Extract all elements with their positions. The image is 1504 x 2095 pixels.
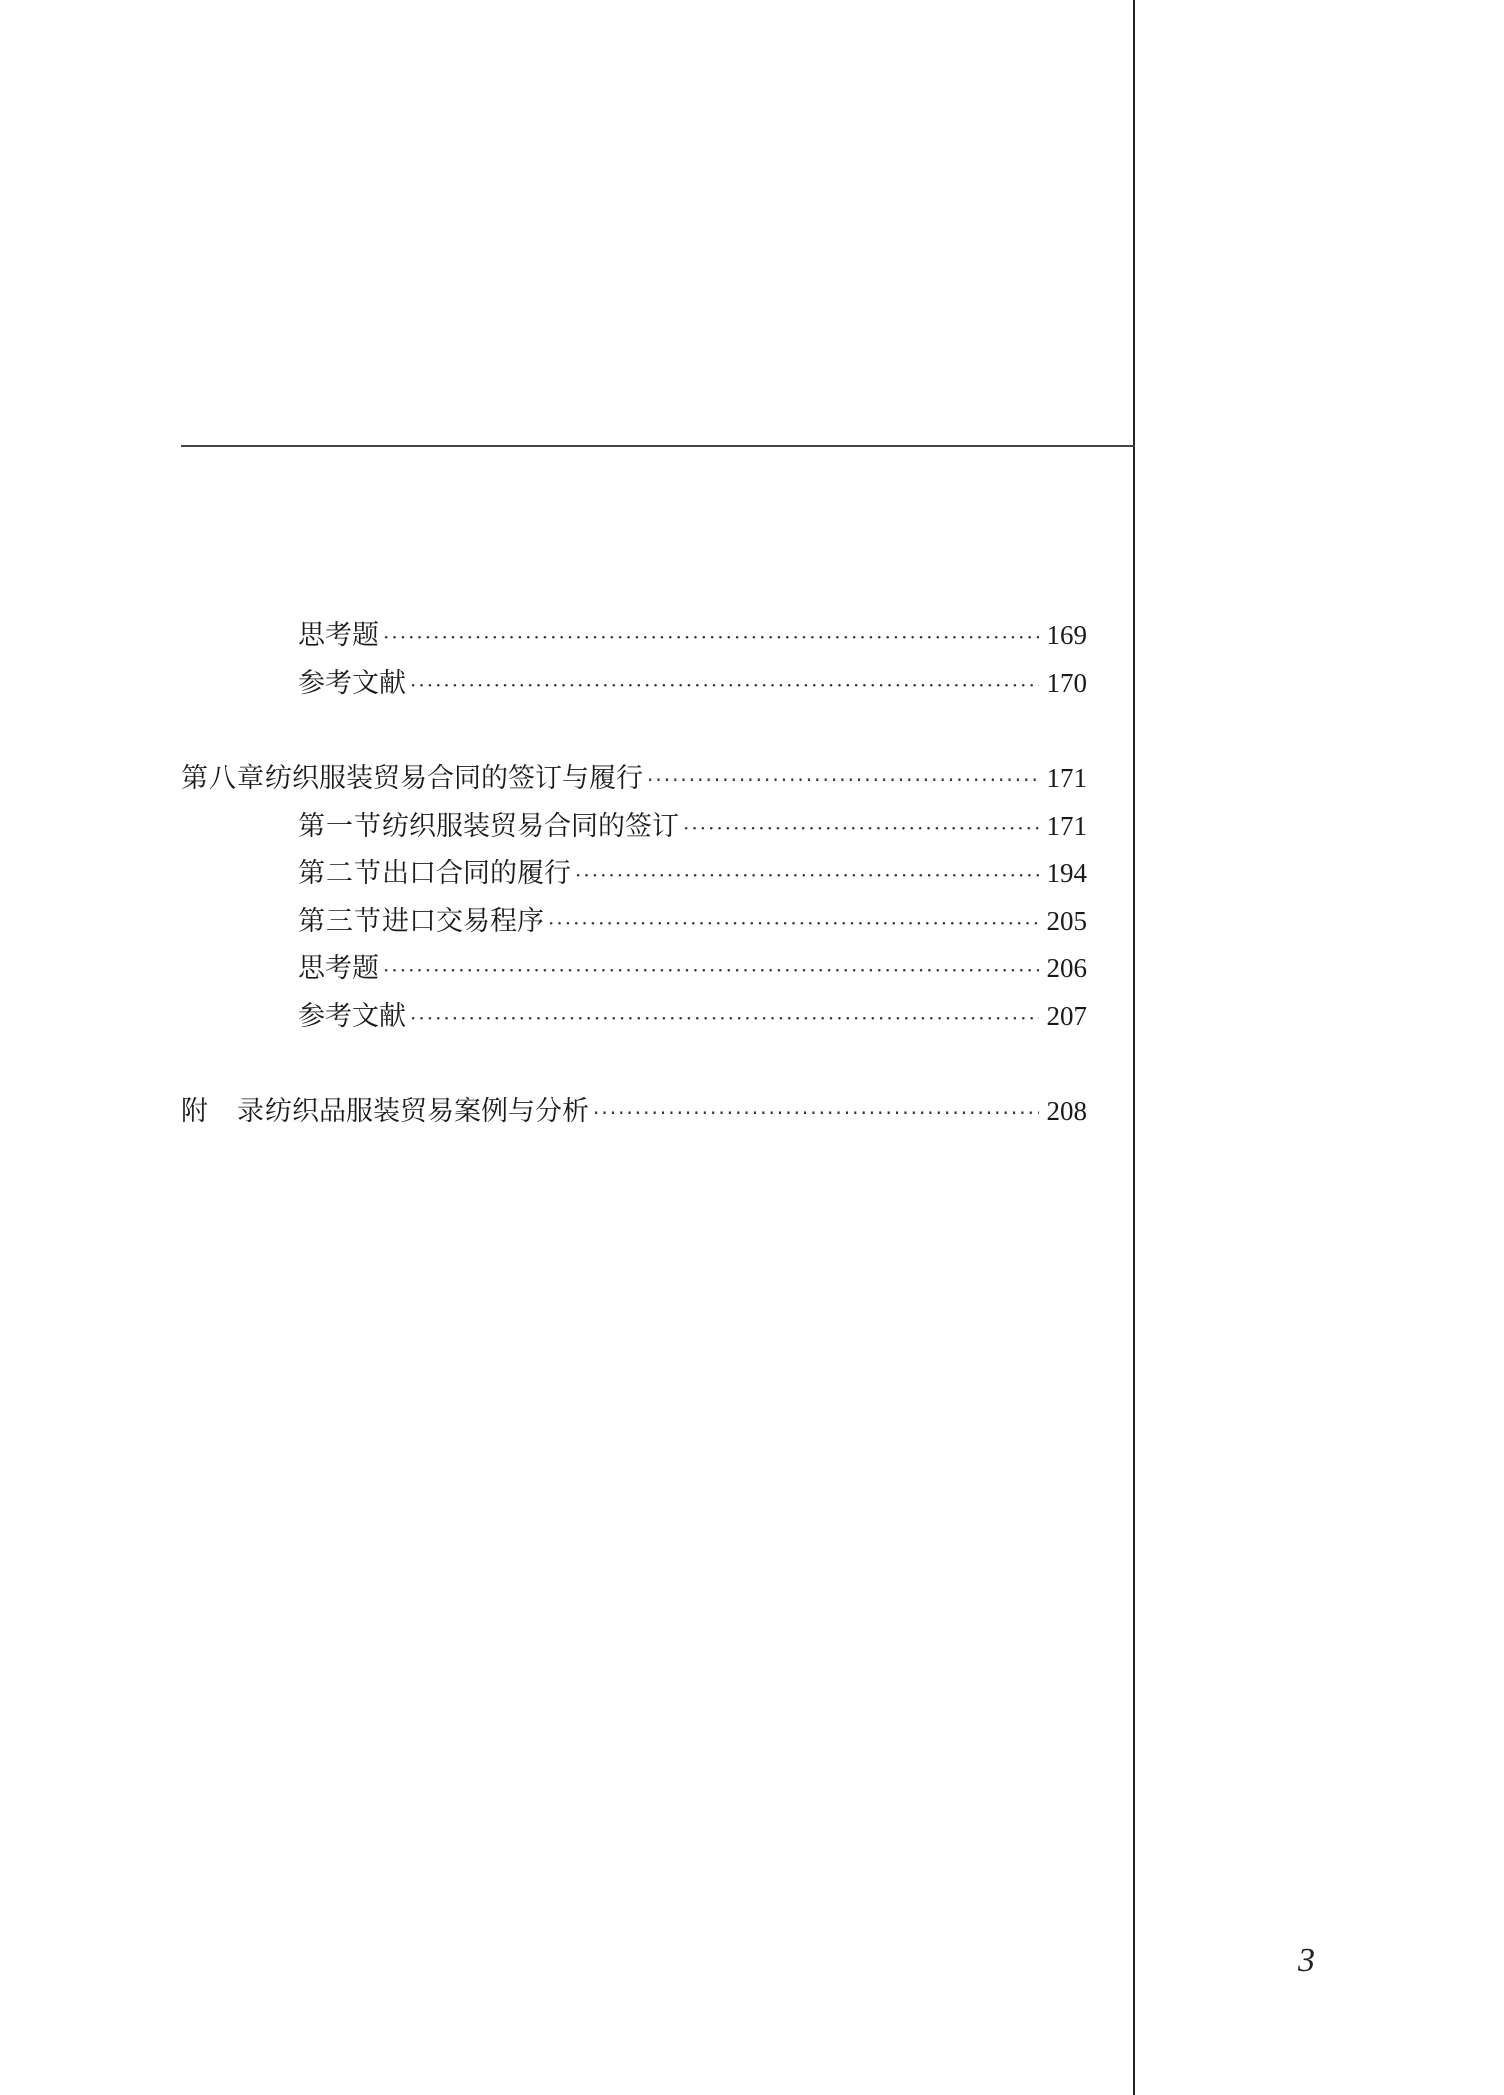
toc-entry[interactable] — [181, 660, 1087, 708]
entry-page: 171 — [1046, 763, 1087, 793]
dot-leader — [647, 757, 1039, 805]
entry-title: 纺织服装贸易合同的签订 — [382, 810, 679, 842]
section-label: 第二节 — [298, 858, 382, 889]
entry-title: 参考文献 — [298, 1000, 406, 1032]
dot-leader — [383, 947, 1039, 995]
entry-page: 205 — [1046, 905, 1087, 936]
entry-page: 208 — [1046, 1096, 1087, 1126]
toc-entry[interactable] — [181, 993, 1087, 1041]
entry-page: 194 — [1046, 858, 1087, 888]
toc-appendix-entry[interactable] — [181, 1088, 1087, 1136]
page-number: 3 — [1298, 1942, 1315, 1979]
dot-leader — [548, 900, 1039, 948]
table-of-contents — [181, 612, 1087, 1136]
entry-title: 参考文献 — [298, 667, 406, 699]
vertical-rule — [1133, 0, 1135, 2095]
entry-title: 出口合同的履行 — [382, 858, 571, 889]
entry-title: 纺织服装贸易合同的签订与履行 — [265, 763, 643, 794]
dot-leader — [410, 662, 1039, 710]
dot-leader — [683, 805, 1039, 853]
chapter-label: 第八章 — [181, 763, 265, 794]
entry-title: 纺织品服装贸易案例与分析 — [265, 1096, 589, 1127]
entry-title: 进口交易程序 — [382, 905, 544, 937]
horizontal-rule — [181, 445, 1135, 447]
dot-leader — [593, 1090, 1039, 1138]
toc-section-entry[interactable] — [181, 898, 1087, 946]
entry-title: 思考题 — [298, 953, 379, 984]
toc-entry[interactable] — [181, 612, 1087, 660]
entry-page: 171 — [1046, 810, 1087, 841]
toc-section-entry[interactable] — [181, 850, 1087, 898]
entry-page: 207 — [1046, 1000, 1087, 1031]
dot-leader — [383, 614, 1039, 662]
appendix-label: 附 录 — [181, 1096, 265, 1127]
entry-page: 169 — [1046, 620, 1087, 650]
toc-entry[interactable] — [181, 945, 1087, 993]
section-label: 第一节 — [298, 810, 382, 842]
entry-page: 206 — [1046, 953, 1087, 983]
entry-title: 思考题 — [298, 620, 379, 651]
entry-page: 170 — [1046, 667, 1087, 698]
dot-leader — [575, 852, 1039, 900]
toc-chapter-entry[interactable] — [181, 755, 1087, 803]
dot-leader — [410, 995, 1039, 1043]
toc-section-entry[interactable] — [181, 803, 1087, 851]
section-label: 第三节 — [298, 905, 382, 937]
